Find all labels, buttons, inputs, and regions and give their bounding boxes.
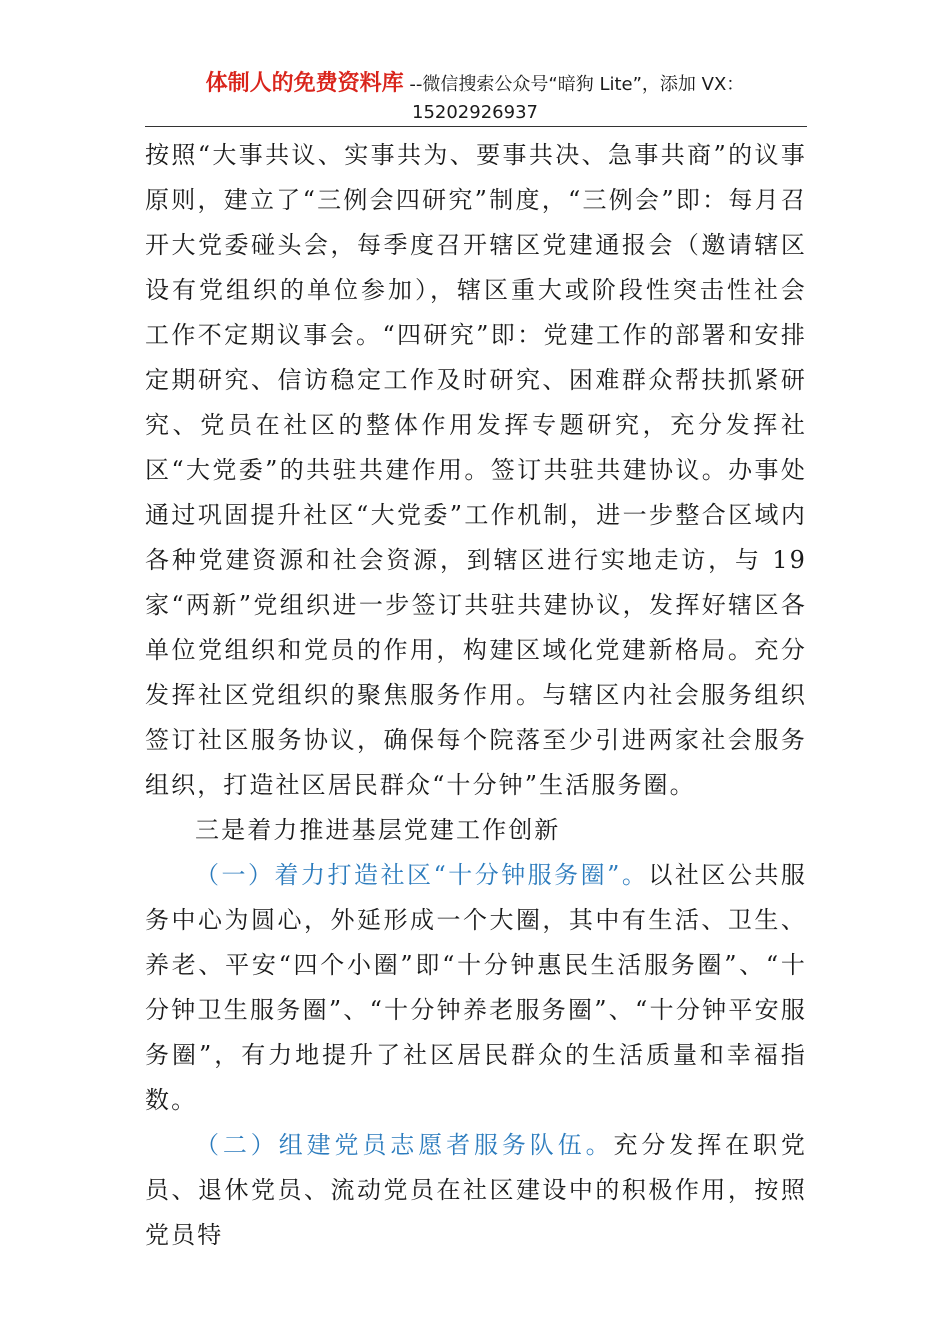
paragraph-service-circle (145, 853, 807, 1123)
section-title-innovation: 三是着力推进基层党建工作创新 (195, 816, 561, 844)
header-phone: 15202926937 (412, 102, 538, 123)
paragraph-council-system: 按照“大事共议、实事共为、要事共决、急事共商”的议事原则，建立了“三例会四研究”制度，“三例会”即：每月召开大党委碰头会，每季度召开辖区党建通报会（邀请辖区设有党组织的单位参加），辖区重大或阶段性突击性社会工作不定期议事会。“四研究”即：党建工作的部署和安排定期研究、信访稳定工作及时研究、困难群众帮扶抓紧研究、党员在社区的整体作用发挥专题研究，充分发挥社区“大党委”的共驻共建作用。签订共驻共建协议。办事处通过巩固提升社区“大党委”工作机制，进一步整合区域内各种党建资源和社会资源，到辖区进行实地走访，与 19 家“两新”党组织进一步签订共驻共建协议，发挥好辖区各单位党组织和党员的作用，构建区域化党建新格局。充分发挥社区党组织的聚焦服务作用。与辖区内社会服务组织签订社区服务协议，确保每个院落至少引进两家社会服务组织，打造社区居民群众“十分钟”生活服务圈。 (145, 141, 807, 799)
paragraph-volunteer-team (145, 1123, 807, 1258)
header-contact: --微信搜索公众号“暗狗 Lite”，添加 VX： (403, 74, 745, 95)
document-body (145, 133, 807, 1258)
paragraph-service-circle-text: 以社区公共服务中心为圆心，外延形成一个大圈，其中有生活、卫生、养老、平安“四个小圈”即“十分钟惠民生活服务圈”、“十分钟卫生服务圈”、“十分钟养老服务圈”、“十分钟平安服务圈”，有力地提升了社区居民群众的生活质量和幸福指数。 (145, 861, 807, 1114)
header-line-1 (145, 70, 805, 99)
header-brand: 体制人的免费资料库 (205, 71, 404, 96)
paragraph-volunteer-team-text: 充分发挥在职党员、退休党员、流动党员在社区建设中的积极作用，按照党员特 (145, 1131, 807, 1249)
subheading-service-circle: （一）着力打造社区“十分钟服务圈”。 (195, 861, 649, 889)
header-divider (145, 126, 807, 127)
subheading-volunteer-team: （二）组建党员志愿者服务队伍。 (195, 1131, 614, 1159)
page-header (145, 70, 805, 127)
